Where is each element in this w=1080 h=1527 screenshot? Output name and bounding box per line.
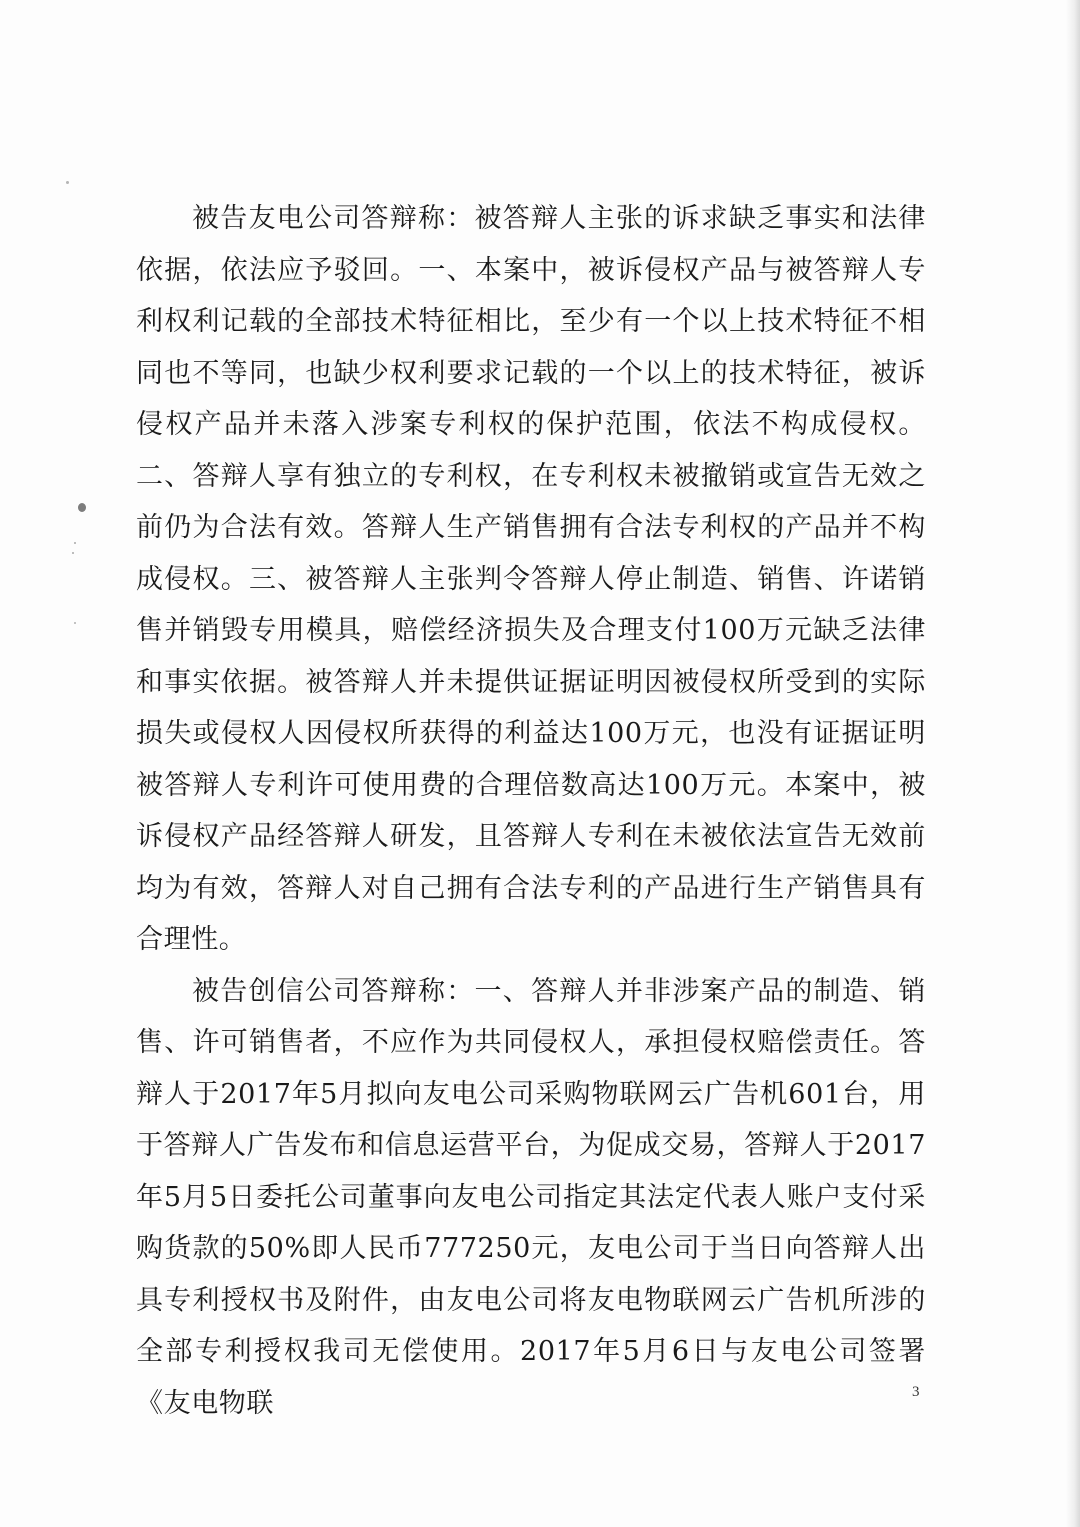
page-number: 3 [912, 1384, 920, 1400]
scan-speck [78, 503, 86, 512]
page-edge-shadow [1066, 0, 1080, 1527]
paragraph-youdian-defense: 被告友电公司答辩称：被答辩人主张的诉求缺乏事实和法律依据，依法应予驳回。一、本案中，被诉侵权产品与被答辩人专利权利记载的全部技术特征相比，至少有一个以上技术特征不相同也不等同，也缺少权利要求记载的一个以上的技术特征，被诉侵权产品并未落入涉案专利权的保护范围，依法不构成侵权。二、答辩人享有独立的专利权，在专利权未被撤销或宣告无效之前仍为合法有效。答辩人生产销售拥有合法专利权的产品并不构成侵权。三、被答辩人主张判令答辩人停止制造、销售、许诺销售并销毁专用模具，赔偿经济损失及合理支付100万元缺乏法律和事实依据。被答辩人并未提供证据证明因被侵权所受到的实际损失或侵权人因侵权所获得的利益达100万元，也没有证据证明被答辩人专利许可使用费的合理倍数高达100万元。本案中，被诉侵权产品经答辩人研发，且答辩人专利在未被依法宣告无效前均为有效，答辩人对自己拥有合法专利的产品进行生产销售具有合理性。 [136, 203, 926, 955]
scan-speck [74, 542, 76, 544]
document-body [136, 193, 926, 1429]
scan-speck [74, 622, 76, 624]
paragraph-chuangxin-defense: 被告创信公司答辩称：一、答辩人并非涉案产品的制造、销售、许可销售者，不应作为共同侵权人，承担侵权赔偿责任。答辩人于2017年5月拟向友电公司采购物联网云广告机601台，用于答辩人广告发布和信息运营平台，为促成交易，答辩人于2017年5月5日委托公司董事向友电公司指定其法定代表人账户支付采购货款的50%即人民币777250元，友电公司于当日向答辩人出具专利授权书及附件，由友电公司将友电物联网云广告机所涉的全部专利授权我司无偿使用。2017年5月6日与友电公司签署《友电物联 [136, 975, 926, 1419]
scan-speck [72, 552, 74, 554]
scan-speck [66, 181, 69, 184]
